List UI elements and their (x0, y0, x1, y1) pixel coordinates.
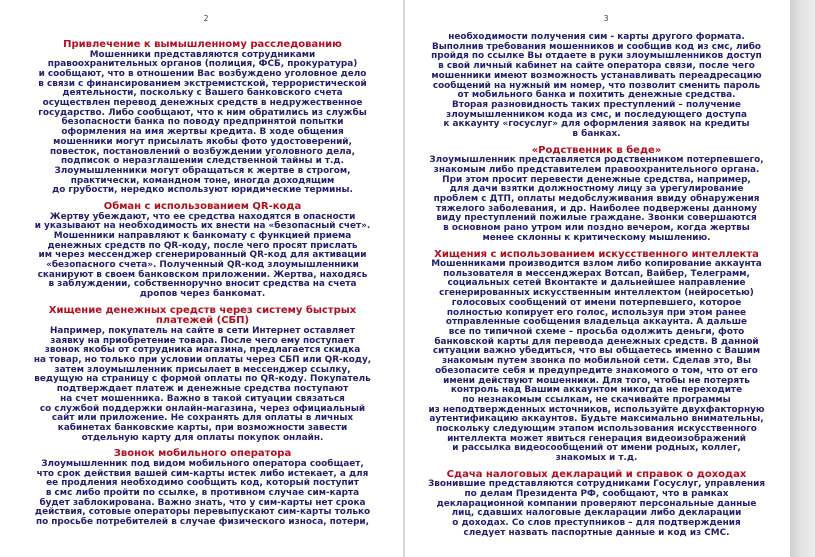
page-number: 2 (203, 14, 209, 23)
section-heading: Обман с использованием QR-кода (103, 201, 302, 213)
section-heading: Звонок мобильного оператора (113, 448, 292, 460)
section-paragraph: Звонившие представляются сотрудниками Госуслуг, управления по делам Президента РФ, сообщают, что в рамках декларационной компании проверяют персональные данные лиц, сдавших налоговые декларации либо декларации о доходах. Со слов преступников – для подтверждения следует назвать паспортные данные и код из СМС. (427, 479, 766, 538)
page-content (0, 40, 403, 528)
section-paragraph: Злоумышленник представляется родственником потерпевшего, знакомым либо представителем правоохранительного органа. При этом просит перевести денежные средства, например, для дачи взятки должностному лицу за урегулирование проблем с ДТП, оплаты медобслуживания ввиду обнаружения тяжелого заболевания, и др. Наиболее подвержены данному виду преступлений пожилые граждане. Звонки совершаются в основном рано утром или поздно вечером, когда жертвы менее склонны к критическому мышлению. (429, 155, 764, 243)
page-edge-shadow (790, 0, 815, 557)
section-paragraph: Злоумышленник под видом мобильного оператора сообщает, что срок действия вашей сим-карты истек либо истекает, а для ее продления необходимо сообщить код, который поступит в смс либо пройти по ссылке, в противном случае сим-карта будет заблокирована. Важно знать, что у сим-карты нет срока действия, сотовые операторы перевыпускают сим-карты только по просьбе потребителей в случае физического износа, потери, (34, 458, 371, 528)
section-heading: Хищения с использованием искусственного интеллекта (434, 248, 759, 260)
section-heading: «Родственник в беде» (531, 144, 662, 156)
left-page (0, 0, 403, 557)
section-heading: Хищение денежных средств через систему быстрых платежей (СБП) (48, 304, 357, 327)
section-paragraph: Мошенники представляются сотрудниками правоохранительных органов (полиция, ФСБ, прокуратура) и сообщают, что в отношении Вас возбуждено уголовное дело в связи с финансированием экстремистской, террористической деятельности, поскольку с Вашего банковского счета осуществлен перевод денежных средств в недружественное государство. Либо сообщают, что к ним обратились из службы безопасности банка по поводу предпринятой попытки оформления на имя жертвы кредита. В ходе общения мошенники могут присылать якобы фото удостоверений, повесток, постановлений о возбуждении уголовного дела, подписок о неразглашении следственной тайны и т.д. Злоумышленники могут обращаться к жертве в строгом, практически, командном тоне, иногда доходящим до грубости, нередко используют юридические термины. (38, 49, 367, 196)
page-content (405, 33, 790, 539)
section-heading: Привлечение к вымышленному расследованию (63, 39, 342, 50)
section-paragraph: Например, покупатель на сайте в сети Интернет оставляет заявку на приобретение товара. После чего ему поступает звонок якобы от сотрудника магазина, предлагается скидка на товар, но только при условии оплаты через СБП или QR-коду, затем злоумышленник присылает в мессенджер ссылку, ведущую на страницу с формой оплаты по QR-коду. Покупатель подтверждает платеж и денежные средства поступают на счет мошенника. Важно в такой ситуации связаться со службой поддержки онлайн-магазина, через официальный сайт или приложение. Не сохранять для оплаты в личных кабинетах банковские карты, при возможности завести отдельную карту для оплаты покупок онлайн. (33, 325, 372, 443)
section-paragraph: Жертву убеждают, что ее средства находятся в опасности и указывают на необходимость их внести на «безопасный счет». Мошенники направляют к банкомату с функцией приема денежных средств по QR-коду, после чего просят прислать им через мессенджер сгенерированный QR-код для активации «безопасного счета». Полученный QR-код злоумышленники сканируют в своем банковском приложении. Жертва, находясь в заблуждении, собственноручно вносит средства на счета дропов через банкомат. (34, 211, 371, 300)
section-paragraph: Мошенниками производится взлом либо копирование аккаунта пользователя в мессенджерах Вотсап, Вайбер, Телеграмм, социальных сетей Вконтакте и дальнейшее направление сгенерированных искусственным интеллектом (нейросетью) голосовых сообщений от имени потерпевшего, которое полностью копирует его голос, используя при этом ранее отправленные сообщения владельца аккаунта. А дальше все по типичной схеме – просьба одолжить деньги, фото банковской карты для перевода денежных средств. В данной ситуации важно убедиться, что вы общаетесь именно с Вашим знакомым путем звонка по мобильной сети. Сделав это, Вы обезопасите себя и предупредите знакомого о том, что от его имени действуют мошенники. Для того, чтобы не потерять контроль над Вашим аккаунтом никогда не переходите по незнакомым ссылкам, не скачивайте программы из неподтвержденных источников, используйте двухфакторную аутентификацию аккаунтов. Будьте максимально внимательны, поскольку следующим этапом использования искусственного интеллекта может явиться генерация видеоизображений и рассылка видеосообщений от имени родных, коллег, знакомых и т.д. (428, 259, 765, 464)
page-number: 3 (603, 14, 609, 23)
section-paragraph: необходимости получения сим - карты другого формата. Выполнив требования мошенников и сообщив код из смс, либо пройдя по ссылке Вы отдаете в руки злоумышленников доступ в свой личный кабинет на сайте оператора связи, после чего мошенники имеют возможность устанавливать переадресацию сообщений на нужный им номер, что позволит сменить пароль от мобильного банка и похитить денежные средства. Вторая разновидность таких преступлений – получение злоумышленником кода из смс, и последующего доступа к аккаунту «госуслуг» для оформления заявок на кредиты в банках. (431, 32, 762, 140)
section-heading: Сдача налоговых деклараций и справок о доходах (446, 468, 747, 480)
right-page (405, 0, 790, 557)
